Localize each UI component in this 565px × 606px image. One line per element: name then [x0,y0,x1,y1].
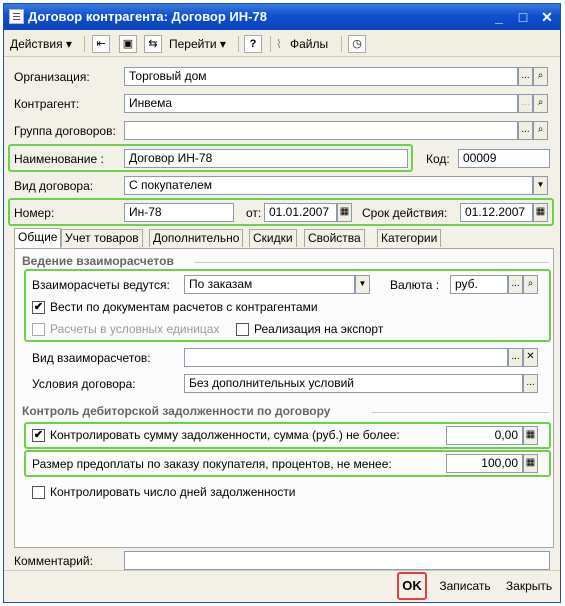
dots-icon[interactable]: ... [508,275,523,294]
toolbar-separator [84,36,85,52]
comment-field[interactable] [124,551,550,570]
currency-field[interactable]: руб. [450,275,508,294]
control-sum-label: Контролировать сумму задолженности, сумма (руб.) не более: [50,428,400,442]
actions-menu[interactable]: Действия ▾ [10,37,72,51]
form-icon [9,9,24,24]
type-select[interactable]: С покупателем [124,176,533,195]
settlement-section-title: Ведение взаиморасчетов [22,254,174,268]
org-label: Организация: [14,70,90,84]
from-label: от: [246,206,262,220]
dots-icon[interactable]: ... [518,121,533,140]
divider [194,262,549,263]
number-label: Номер: [14,206,55,220]
tab-categories[interactable]: Категории [377,229,441,247]
save-button[interactable]: Записать [439,579,491,593]
type-label: Вид договора: [14,179,94,193]
group-label: Группа договоров: [14,124,116,138]
goto-icon[interactable]: ⇆ [144,35,162,53]
calculator-icon[interactable]: ▦ [523,426,538,445]
currency-label: Валюта : [390,278,440,292]
term-label: Срок действия: [362,206,448,220]
units-checkbox [32,323,45,336]
comment-label: Комментарий: [14,554,93,568]
structure-icon[interactable]: ▣ [119,35,137,53]
docs-checkbox[interactable]: ✔ [33,301,44,313]
prepay-label: Размер предоплаты по заказу покупателя, процентов, не менее: [32,457,392,471]
code-label: Код: [426,152,450,166]
receivables-section-title: Контроль дебиторской задолженности по договору [22,404,331,418]
toolbar-separator [238,36,239,52]
dots-icon[interactable]: ... [518,67,533,86]
contract-window [3,3,561,603]
divider [4,570,560,571]
from-date-field[interactable]: 01.01.2007 [264,203,337,222]
settle-select[interactable]: По заказам [184,275,355,294]
name-field[interactable]: Договор ИН-78 [124,149,408,168]
search-icon[interactable]: ⌕ [523,275,538,294]
close-window-button[interactable]: ✕ [541,9,553,25]
toolbar [4,31,560,57]
dots-icon[interactable]: ... [523,374,538,393]
window-title: Договор контрагента: Договор ИН-78 [28,9,267,24]
toolbar-separator [341,36,342,52]
help-icon[interactable]: ? [244,35,262,53]
tab-properties[interactable]: Свойства [304,229,365,247]
tab-additional[interactable]: Дополнительно [149,229,243,247]
paperclip-icon: ⌇ [276,37,282,51]
terms-field[interactable]: Без дополнительных условий [184,374,523,393]
org-field[interactable]: Торговый дом [124,67,518,86]
tab-goods[interactable]: Учет товаров [61,229,143,247]
toolbar-separator [270,36,271,52]
close-button[interactable]: Закрыть [505,579,553,593]
group-field[interactable] [124,121,518,140]
settle-kind-label: Вид взаиморасчетов: [32,351,151,365]
search-icon[interactable]: ⌕ [533,94,548,113]
settle-kind-field[interactable] [184,348,508,367]
control-days-checkbox[interactable] [32,486,45,499]
tab-general[interactable]: Общие [14,228,61,248]
back-icon[interactable]: ⇤ [92,35,110,53]
goto-menu[interactable]: Перейти ▾ [169,37,226,51]
tab-discounts[interactable]: Скидки [249,229,297,247]
term-date-field[interactable]: 01.12.2007 [460,203,533,222]
calendar-icon[interactable]: ▦ [337,203,352,222]
settle-label: Взаиморасчеты ведутся: [32,278,170,292]
control-sum-field[interactable]: 0,00 [446,426,523,445]
code-field[interactable]: 00009 [458,149,550,168]
export-checkbox[interactable] [236,323,249,336]
control-days-label: Контролировать число дней задолженности [50,485,296,499]
history-icon[interactable]: ◷ [348,35,366,53]
units-check-label: Расчеты в условных единицах [50,322,220,336]
prepay-field[interactable]: 100,00 [446,454,523,473]
terms-label: Условия договора: [32,377,136,391]
dots-icon[interactable]: ... [508,348,523,367]
contractor-label: Контрагент: [14,97,80,111]
dropdown-icon[interactable]: ▼ [533,176,548,195]
ok-button[interactable]: OK [402,578,422,593]
contractor-field[interactable]: Инвема [124,94,518,113]
control-sum-checkbox[interactable]: ✔ [33,429,44,441]
clear-icon[interactable]: ✕ [523,348,538,367]
export-check-label: Реализация на экспорт [254,322,384,336]
search-icon[interactable]: ⌕ [533,67,548,86]
minimize-button[interactable]: _ [495,9,503,25]
number-field[interactable]: Ин-78 [124,203,234,222]
divider [372,412,549,413]
calculator-icon[interactable]: ▦ [523,454,538,473]
dots-icon: ... [518,94,533,113]
title-bar [4,4,560,30]
dropdown-icon[interactable]: ▼ [355,275,370,294]
name-label: Наименование : [14,152,104,166]
maximize-button[interactable]: □ [518,9,528,25]
docs-check-label: Вести по документам расчетов с контрагентами [50,300,318,314]
files-button[interactable]: Файлы [290,37,329,51]
search-icon[interactable]: ⌕ [533,121,548,140]
calendar-icon[interactable]: ▦ [533,203,548,222]
